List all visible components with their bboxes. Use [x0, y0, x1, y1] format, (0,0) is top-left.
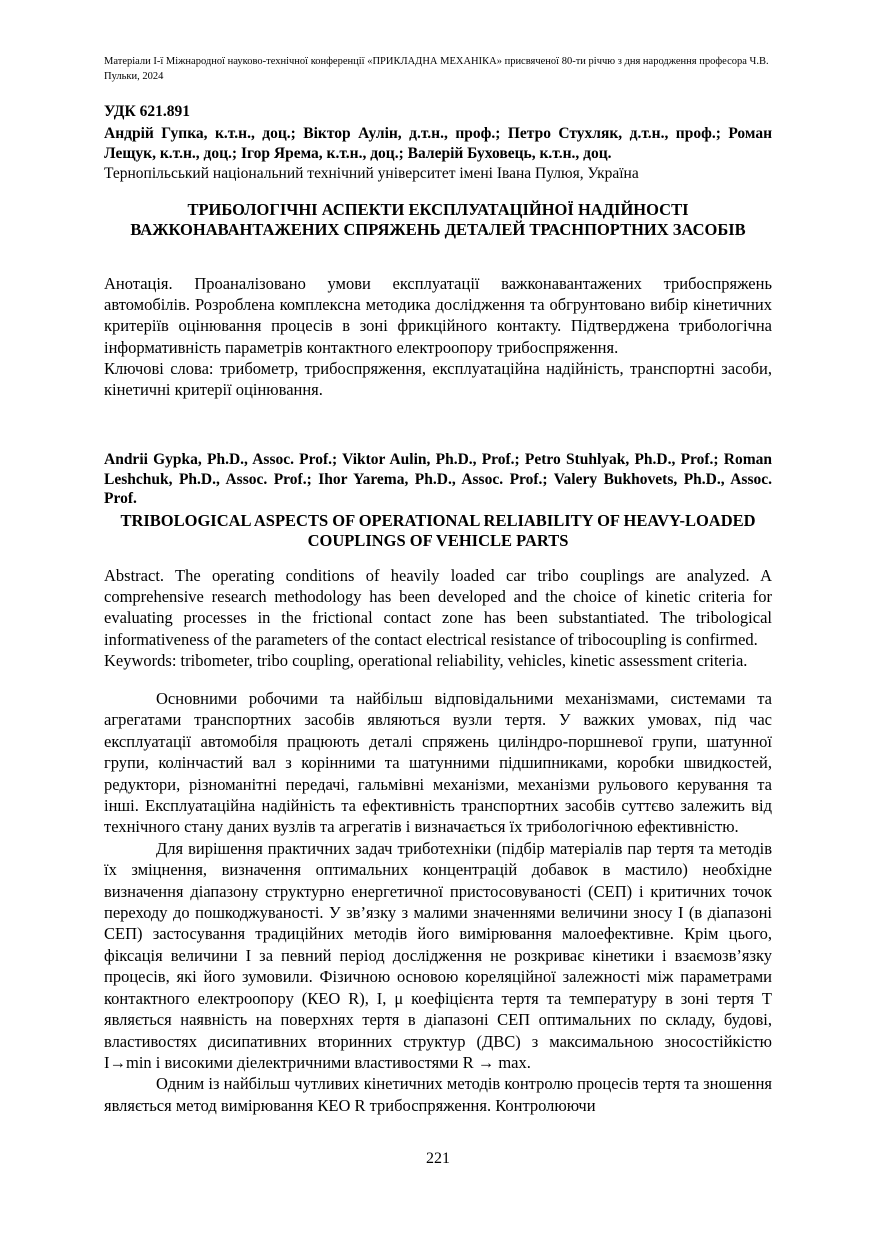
- body-text: [104, 688, 772, 1116]
- abstract-ukrainian: Анотація. Проаналізовано умови експлуатації важконавантажених трибоспряжень автомобілів. Розроблена комплексна методика дослідження та обгрунтовано вибір кінетичних критеріїв оцінювання процесів в зоні фрикційного контакту. Підтверджена трибологічна інформативність параметрів контактного електроопору трибоспряження.: [104, 274, 772, 357]
- keywords-english: Keywords: tribometer, tribo coupling, operational reliability, vehicles, kinetic assessment criteria.: [104, 650, 748, 670]
- running-head: Матеріали I-ї Міжнародної науково-технічної конференції «ПРИКЛАДНА МЕХАНІКА» присвяченої 80-ти річчю з дня народження професора Ч.В. Пульки, 2024: [104, 56, 769, 82]
- body-paragraph: Одним із найбільш чутливих кінетичних методів контролю процесів тертя та зношення являється метод вимірювання КЕО R трибоспряження. Контролюючи: [104, 1074, 772, 1115]
- authors-english: Andrii Gypka, Ph.D., Assoc. Prof.; Viktor Aulin, Ph.D., Prof.; Petro Stuhlyak, Ph.D., Prof.; Roman Leshchuk, Ph.D., Assoc. Prof.; Ihor Yarema, Ph.D., Assoc. Prof.; Valery Bukhovets, Ph.D., Assoc. Prof.: [104, 451, 772, 507]
- title-ukrainian: ТРИБОЛОГІЧНІ АСПЕКТИ ЕКСПЛУАТАЦІЙНОЇ НАДІЙНОСТІ ВАЖКОНАВАНТАЖЕНИХ СПРЯЖЕНЬ ДЕТАЛЕЙ ТРАСНПОРТНИХ ЗАСОБІВ: [130, 200, 746, 239]
- affiliation: Тернопільський національний технічний університет імені Івана Пулюя, Україна: [104, 165, 639, 182]
- abstract-english-block: [104, 565, 772, 671]
- body-paragraph: Для вирішення практичних задач триботехніки (підбір матеріалів пар тертя та методів їх зміцнення, визначення оптимальних концентрацій добавок в мастило) необхідне визначення діапазону структурно енергетичної пристосовуваності (СЕП) і критичних точок переходу до пошкоджуваності. У зв’язку з малими значеннями величини зносу I (в діапазоні СЕП) застосування традиційних методів його вимірювання малоефективне. Крім цього, фіксація величини I за певний період дослідження не розкриває кінетики і взаємозв’язку процесів, які його зумовили. Фізичною основою кореляційної залежності між параметрами контактного електроопору (КЕО R), I, μ коефіцієнта тертя та температуру в зоні тертя T являється наявність на поверхнях тертя в діапазоні СЕП оптимальних по складу, будові, властивостях дисипативних вторинних структур (ДВС) з максимальною зносостійкістю I→min і високими діелектричними властивостями R → max.: [104, 838, 772, 1072]
- body-paragraph: Основними робочими та найбільш відповідальними механізмами, системами та агрегатами транспортних засобів являються вузли тертя. У важких умовах, під час експлуатації автомобіля працюють деталі спряжень циліндро-поршневої групи, шатунної групи, колінчастий вал з корінними та шатунними підшипниками, коробки швидкостей, редуктори, різноманітні передачі, гальмівні механізми, механізми рульового керування та інші. Експлуатаційна надійність та ефективність транспортних засобів суттєво залежить від технічного стану даних вузлів та агрегатів і визначається їх трибологічною ефективністю.: [104, 689, 772, 837]
- abstract-english: Abstract. The operating conditions of heavily loaded car tribo couplings are analyzed. A comprehensive research methodology has been developed and the choice of kinetic criteria for evaluating processes in the frictional contact zone has been substantiated. The tribological informativeness of the parameters of the contact electrical resistance of tribocoupling is confirmed.: [104, 566, 772, 649]
- abstract-ukrainian-block: [104, 273, 772, 400]
- keywords-ukrainian: Ключові слова: трибометр, трибоспряження, експлуатаційна надійність, транспортні засоби, кінетичні критерії оцінювання.: [104, 358, 772, 400]
- authors-ukrainian: Андрій Гупка, к.т.н., доц.; Віктор Аулін, д.т.н., проф.; Петро Стухляк, д.т.н., проф.; Роман Лещук, к.т.н., доц.; Ігор Ярема, к.т.н., доц.; Валерій Буховець, к.т.н., доц.: [104, 125, 772, 162]
- page-number: 221: [426, 1150, 450, 1167]
- udc-code: УДК 621.891: [104, 103, 190, 120]
- title-english: TRIBOLOGICAL ASPECTS OF OPERATIONAL RELIABILITY OF HEAVY-LOADED COUPLINGS OF VEHICLE PARTS: [120, 511, 756, 550]
